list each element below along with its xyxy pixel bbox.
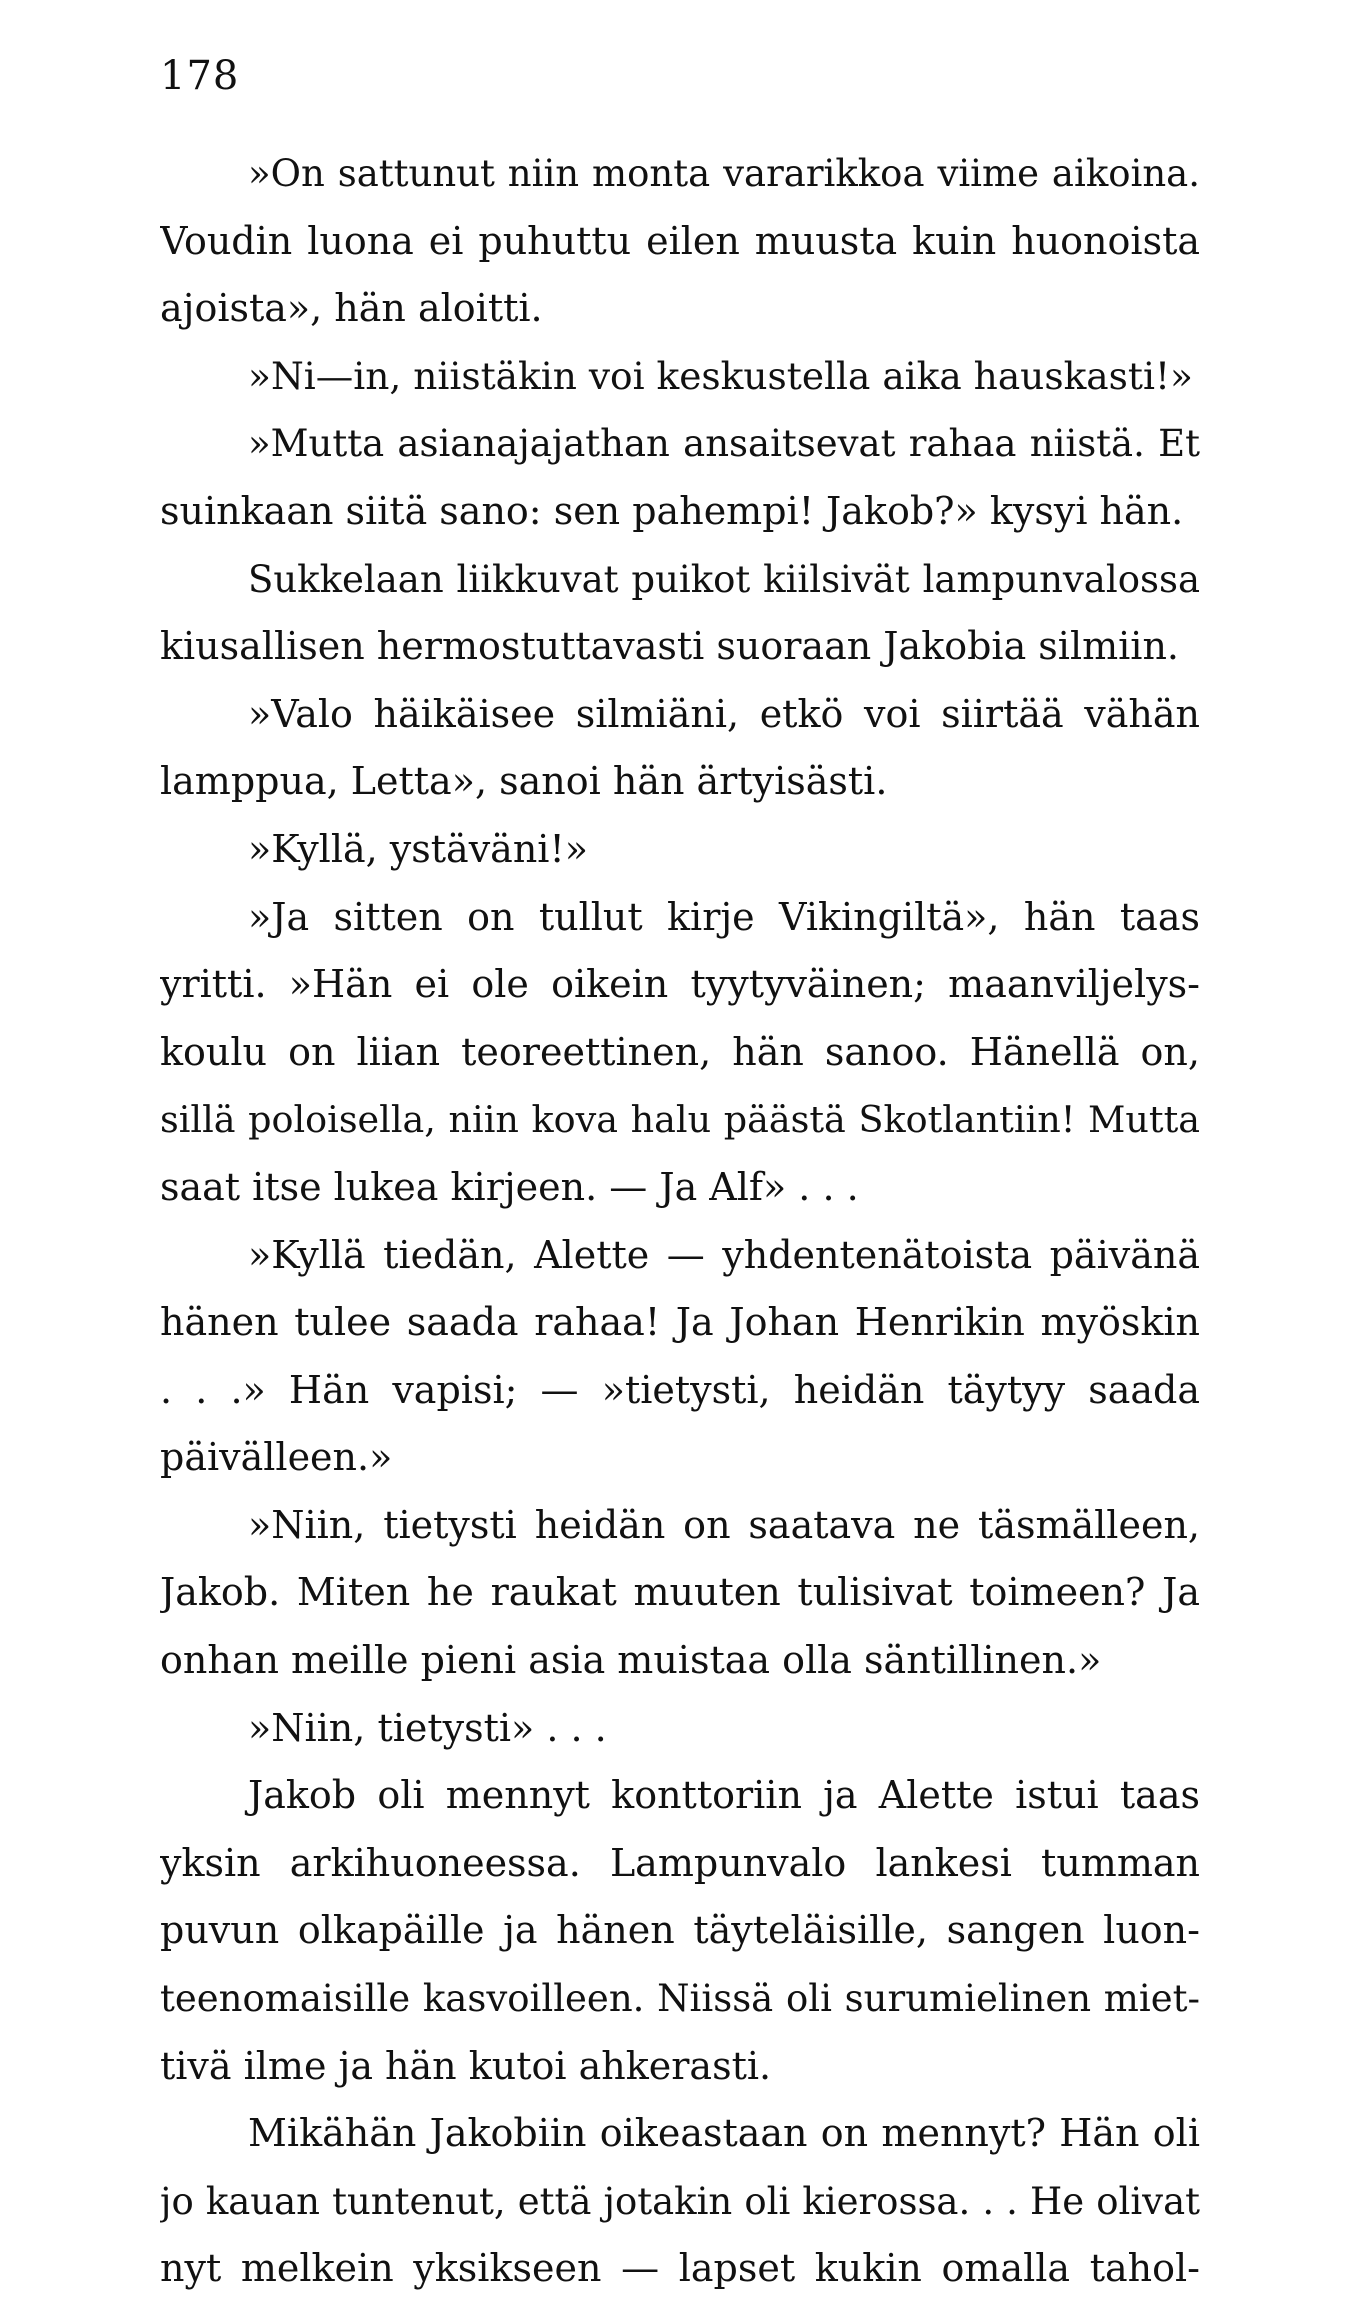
text-line: Voudin luona ei puhuttu eilen muusta kuin huonoista: [160, 218, 1200, 263]
text-line: »Mutta asianajajathan ansaitsevat rahaa niistä. Et: [248, 422, 1200, 466]
text-line: kiusallisen hermostuttavasti suoraan Jakobia silmiin.: [160, 624, 1180, 669]
text-line: Sukkelaan liikkuvat puikot kiilsivät lampunvalossa: [248, 557, 1200, 601]
text-line: Mikähän Jakobiin oikeastaan on mennyt? Hän oli: [248, 2111, 1200, 2156]
text-line: »Niin, tietysti» . . .: [248, 1705, 607, 1750]
text-line: »Ja sitten on tullut kirje Vikingiltä», hän taas: [248, 894, 1200, 939]
body-text: [160, 140, 1200, 2303]
text-line: tivä ilme ja hän kutoi ahkerasti.: [160, 2043, 772, 2088]
text-line: suinkaan siitä sano: sen pahempi! Jakob?» kysyi hän.: [160, 488, 1184, 533]
text-line: nyt melkein yksikseen — lapset kukin omalla tahol-: [160, 2246, 1200, 2291]
text-line: ajoista», hän aloitti.: [160, 286, 543, 331]
text-line: yritti. »Hän ei ole oikein tyytyväinen; maanviljelys-: [160, 962, 1200, 1007]
text-line: yksin arkihuoneessa. Lampunvalo lankesi tumman: [160, 1840, 1200, 1885]
text-line: puvun olkapäille ja hänen täyteläisille, sangen luon-: [160, 1908, 1200, 1953]
text-line: »Kyllä tiedän, Alette — yhdentenätoista päivänä: [248, 1232, 1200, 1277]
text-line: »Valo häikäisee silmiäni, etkö voi siirtää vähän: [248, 691, 1200, 736]
text-line: onhan meille pieni asia muistaa olla säntillinen.»: [160, 1638, 1102, 1683]
text-line: »Ni—in, niistäkin voi keskustella aika hauskasti!»: [248, 353, 1193, 398]
text-line: lamppua, Letta», sanoi hän ärtyisästi.: [160, 759, 888, 804]
text-line: Jakob. Miten he raukat muuten tulisivat toimeen? Ja: [160, 1570, 1200, 1615]
text-line: »Niin, tietysti heidän on saatava ne täsmälleen,: [248, 1502, 1200, 1547]
text-line: koulu on liian teoreettinen, hän sanoo. Hänellä on,: [160, 1029, 1200, 1074]
text-line: sillä poloisella, niin kova halu päästä Skotlantiin! Mutta: [160, 1098, 1200, 1142]
text-line: Jakob oli mennyt konttoriin ja Alette istui taas: [248, 1773, 1200, 1818]
text-line: hänen tulee saada rahaa! Ja Johan Henrikin myöskin: [160, 1300, 1200, 1345]
text-line: »On sattunut niin monta vararikkoa viime aikoina.: [248, 152, 1200, 195]
text-line: »Kyllä, ystäväni!»: [248, 826, 588, 871]
text-line: teenomaisille kasvoilleen. Niissä oli surumielinen miet-: [160, 1977, 1200, 2021]
text-line: saat itse lukea kirjeen. — Ja Alf» . . .: [160, 1164, 859, 1209]
text-line: . . .» Hän vapisi; — »tietysti, heidän täytyy saada: [160, 1367, 1200, 1412]
text-line: päivälleen.»: [160, 1435, 393, 1480]
text-line: jo kauan tuntenut, että jotakin oli kierossa. . . He olivat: [160, 2179, 1200, 2223]
page-number: 178: [160, 53, 240, 99]
